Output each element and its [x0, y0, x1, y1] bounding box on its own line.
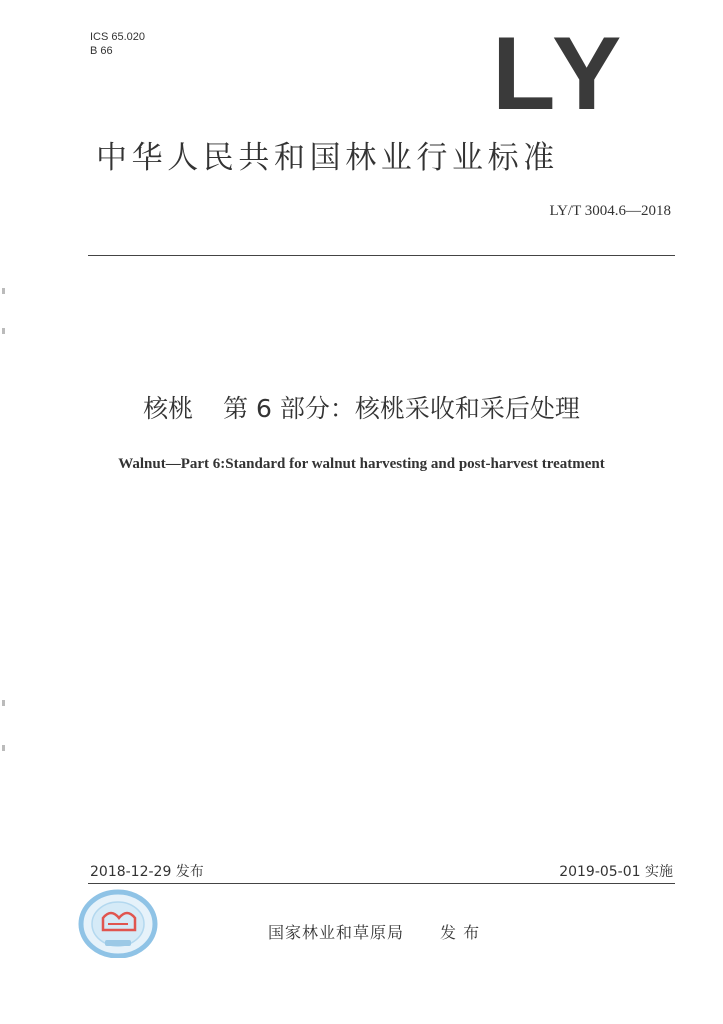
scan-edge-mark	[2, 700, 5, 706]
scan-edge-mark	[2, 745, 5, 751]
english-title: Walnut—Part 6:Standard for walnut harvesting and post-harvest treatment	[118, 456, 605, 472]
scan-edge-mark	[2, 288, 5, 294]
ics-code: ICS 65.020	[90, 31, 146, 43]
chinese-title	[0, 392, 723, 426]
publisher-name: 国家林业和草原局	[268, 923, 405, 942]
anti-counterfeit-seal-icon	[78, 888, 158, 958]
ccs-code: B 66	[90, 45, 113, 57]
standard-logo: LY	[492, 16, 628, 132]
standard-number: LY/T 3004.6—2018	[549, 203, 671, 219]
classification-codes	[90, 30, 145, 58]
issue-date: 2018-12-29 发布	[90, 864, 204, 880]
implement-date: 2019-05-01 实施	[559, 864, 673, 880]
publish-word: 发 布	[440, 923, 481, 942]
top-divider	[88, 255, 675, 256]
publisher-line	[268, 920, 480, 943]
chinese-title-main: 核桃	[143, 394, 194, 423]
organization-title: 中华人民共和国林业行业标准	[96, 140, 559, 176]
chinese-title-part: 第 6 部分：核桃采收和采后处理	[223, 394, 580, 423]
scan-edge-mark	[2, 328, 5, 334]
bottom-divider	[88, 883, 675, 884]
